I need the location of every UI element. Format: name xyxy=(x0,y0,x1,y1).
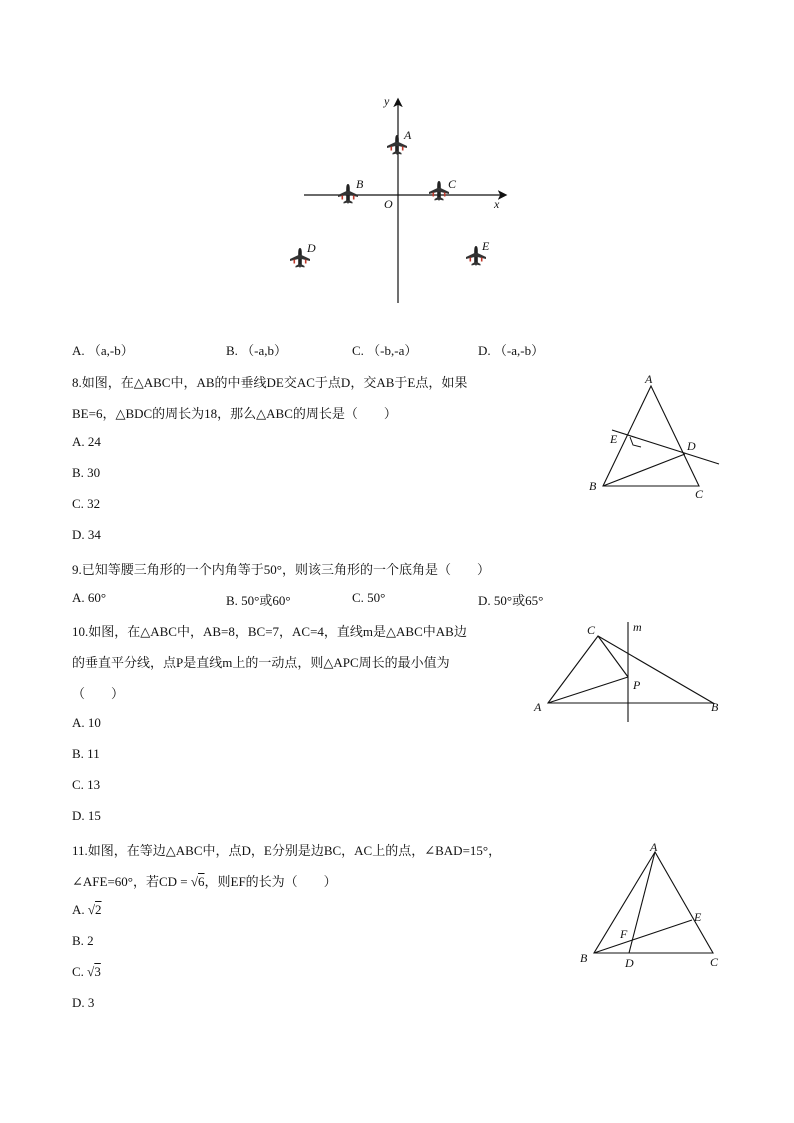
q11-triangle-figure xyxy=(575,838,725,973)
sqrt-symbol: √ xyxy=(87,964,95,979)
q8-label-c: C xyxy=(695,487,704,501)
q10-stem-line-1: 10.如图，在△ABC中，AB=8，BC=7，AC=4，直线m是△ABC中AB边 xyxy=(72,624,467,639)
q11-label-f: F xyxy=(620,927,628,941)
q7-option-d[interactable]: D. （-a,-b） xyxy=(478,343,545,358)
q8-label-e: E xyxy=(610,432,618,446)
q11-option-d-prefix: D. 3 xyxy=(72,995,95,1010)
q10-option-b[interactable]: B. 11 xyxy=(72,746,100,761)
q8-stem-line-1: 8.如图，在△ABC中，AB的中垂线DE交AC于点D，交AB于E点，如果 xyxy=(72,375,468,390)
q8-label-d: D xyxy=(687,439,696,453)
q10-label-m: m xyxy=(633,620,642,634)
q8-option-b[interactable]: B. 30 xyxy=(72,465,101,480)
q11-option-b[interactable] xyxy=(72,933,94,949)
q10-triangle-figure xyxy=(525,615,730,725)
q11-option-c-radicand: 3 xyxy=(94,964,101,979)
q10-option-a[interactable]: A. 10 xyxy=(72,715,101,730)
q9-option-b[interactable]: B. 50°或60° xyxy=(226,593,291,608)
point-label-e: E xyxy=(482,239,490,253)
q10-label-c: C xyxy=(587,623,596,637)
q8-option-d[interactable]: D. 34 xyxy=(72,527,101,542)
sqrt-symbol: √ xyxy=(190,874,199,889)
q10-label-p: P xyxy=(633,678,641,692)
q7-option-a[interactable]: A. （a,-b） xyxy=(72,343,134,358)
y-axis-label: y xyxy=(384,94,390,108)
origin-label: O xyxy=(384,197,393,211)
q8-option-a[interactable]: A. 24 xyxy=(72,434,101,449)
point-label-b: B xyxy=(356,177,364,191)
q11-stem-radicand: 6 xyxy=(198,874,205,889)
q9-option-a[interactable]: A. 60° xyxy=(72,590,107,605)
q11-stem-line-2-text-a: ∠AFE=60°，若CD = xyxy=(72,874,191,889)
point-label-a: A xyxy=(404,128,412,142)
q9-option-d[interactable]: D. 50°或65° xyxy=(478,593,544,608)
q10-option-d[interactable]: D. 15 xyxy=(72,808,101,823)
q11-stem-line-1: 11.如图，在等边△ABC中，点D，E分别是边BC，AC上的点，∠BAD=15°， xyxy=(72,843,502,858)
q11-label-a: A xyxy=(650,840,658,854)
coordinate-plane-figure xyxy=(290,90,520,310)
q11-stem-line-2-text-b: ，则EF的长为（ ） xyxy=(204,874,337,889)
q9-stem-line-1: 9.已知等腰三角形的一个内角等于50°，则该三角形的一个底角是（ ） xyxy=(72,562,490,577)
q7-option-c[interactable]: C. （-b,-a） xyxy=(352,343,418,358)
x-axis-label: x xyxy=(494,197,500,211)
point-label-d: D xyxy=(307,241,316,255)
q11-option-a-radicand: 2 xyxy=(95,902,102,917)
q11-option-a-prefix: A. xyxy=(72,902,88,917)
q8-label-a: A xyxy=(645,372,653,386)
airplane-icon xyxy=(338,184,358,204)
q10-stem-line-3: （ ） xyxy=(72,686,125,701)
q11-stem-line-2 xyxy=(72,871,337,890)
q11-option-b-prefix: B. 2 xyxy=(72,933,94,948)
q7-option-b[interactable]: B. （-a,b） xyxy=(226,343,288,358)
q8-stem-line-2: BE=6，△BDC的周长为18，那么△ABC的周长是（ ） xyxy=(72,406,397,421)
q11-option-c[interactable] xyxy=(72,964,101,980)
q10-label-a: A xyxy=(534,700,542,714)
q11-label-d: D xyxy=(625,956,634,970)
q9-option-c[interactable]: C. 50° xyxy=(352,590,386,605)
q8-option-c[interactable]: C. 32 xyxy=(72,496,101,511)
q11-option-a[interactable] xyxy=(72,902,102,918)
point-label-c: C xyxy=(448,177,457,191)
q11-label-b: B xyxy=(580,951,588,965)
q10-option-c[interactable]: C. 13 xyxy=(72,777,101,792)
sqrt-symbol: √ xyxy=(87,902,96,917)
q11-label-e: E xyxy=(694,910,702,924)
q8-triangle-figure xyxy=(580,370,730,505)
q8-label-b: B xyxy=(589,479,597,493)
q10-label-b: B xyxy=(711,700,719,714)
q11-label-c: C xyxy=(710,955,719,969)
q11-option-d[interactable] xyxy=(72,995,94,1011)
q10-stem-line-2: 的垂直平分线，点P是直线m上的一动点，则△APC周长的最小值为 xyxy=(72,655,450,670)
q11-option-c-prefix: C. xyxy=(72,964,88,979)
airplane-icon xyxy=(429,181,449,201)
